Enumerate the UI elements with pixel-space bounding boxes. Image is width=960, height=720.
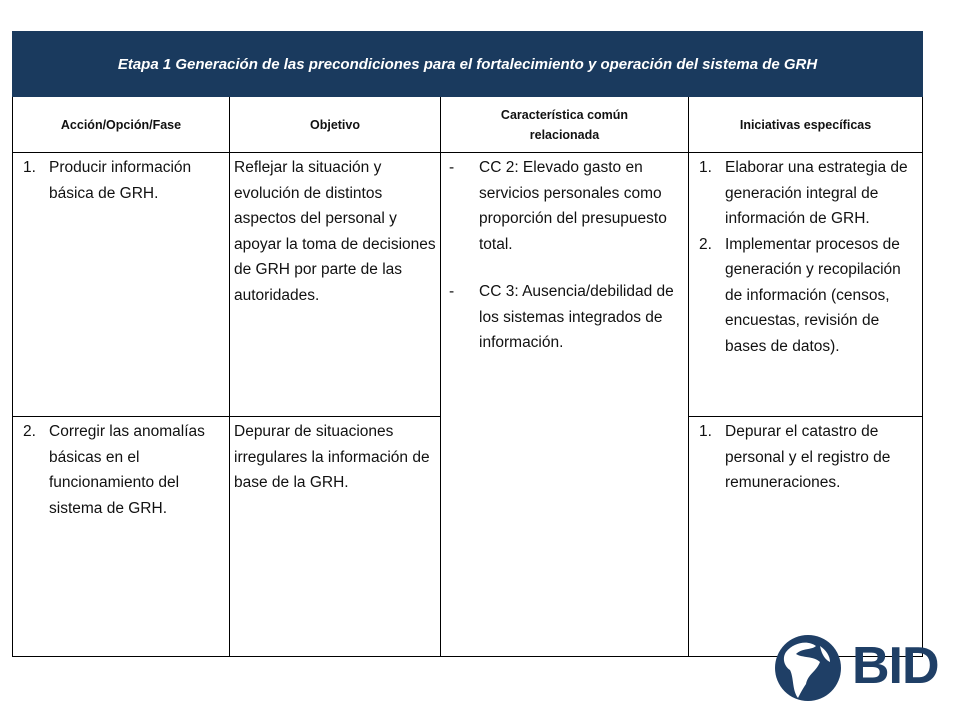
- header-caracteristica-line2: relacionada: [529, 127, 600, 142]
- objetivo-text: Depurar de situaciones irregulares la información de base de la GRH.: [234, 423, 430, 491]
- iniciativa-text: Elaborar una estrategia de generación integral de información de GRH.: [725, 159, 908, 227]
- list-item: [445, 279, 684, 356]
- accion-cell: [13, 417, 230, 657]
- item-number: 1.: [23, 159, 36, 176]
- header-caracteristica: [441, 97, 689, 153]
- stage-title: Etapa 1 Generación de las precondiciones para el fortalecimiento y operación del sistema de GRH: [13, 32, 923, 97]
- caracteristica-cell: [441, 153, 689, 657]
- item-number: 2.: [23, 423, 36, 440]
- objetivo-cell: [230, 417, 441, 657]
- accion-cell: [13, 153, 230, 417]
- item-number: 1.: [699, 159, 712, 176]
- header-accion: Acción/Opción/Fase: [13, 97, 230, 153]
- bullet-dash: -: [449, 283, 455, 300]
- caracteristica-text: CC 2: Elevado gasto en servicios personales como proporción del presupuesto total.: [479, 159, 667, 253]
- header-caracteristica-line1: Característica común: [500, 107, 629, 122]
- accion-text: Corregir las anomalías básicas en el funcionamiento del sistema de GRH.: [49, 423, 205, 517]
- header-objetivo: Objetivo: [230, 97, 441, 153]
- list-item: [693, 232, 918, 360]
- table-row: [13, 153, 923, 417]
- iniciativas-cell: [689, 153, 923, 417]
- item-number: 2.: [699, 235, 712, 253]
- iniciativas-cell: [689, 417, 923, 657]
- iniciativa-text: Depurar el catastro de personal y el registro de remuneraciones.: [725, 423, 891, 491]
- bid-logo-text: BID: [852, 637, 939, 695]
- stage-table: [12, 31, 923, 657]
- caracteristica-text: CC 3: Ausencia/debilidad de los sistemas integrados de información.: [479, 283, 674, 351]
- header-iniciativas: Iniciativas específicas: [689, 97, 923, 153]
- list-item: [17, 419, 225, 521]
- list-item: [693, 155, 918, 232]
- list-item: [693, 419, 918, 496]
- accion-text: Producir información básica de GRH.: [49, 159, 192, 202]
- item-number: 1.: [699, 423, 712, 440]
- list-item: [445, 155, 684, 257]
- bullet-dash: -: [449, 159, 455, 176]
- list-item: [17, 155, 225, 206]
- objetivo-text: Reflejar la situación y evolución de distintos aspectos del personal y apoyar la toma de decisiones de GRH por parte de las autoridades.: [234, 159, 436, 304]
- iniciativa-text: Implementar procesos de generación y recopilación de información (censos, encuestas, revisión de bases de datos).: [725, 235, 901, 355]
- objetivo-cell: [230, 153, 441, 417]
